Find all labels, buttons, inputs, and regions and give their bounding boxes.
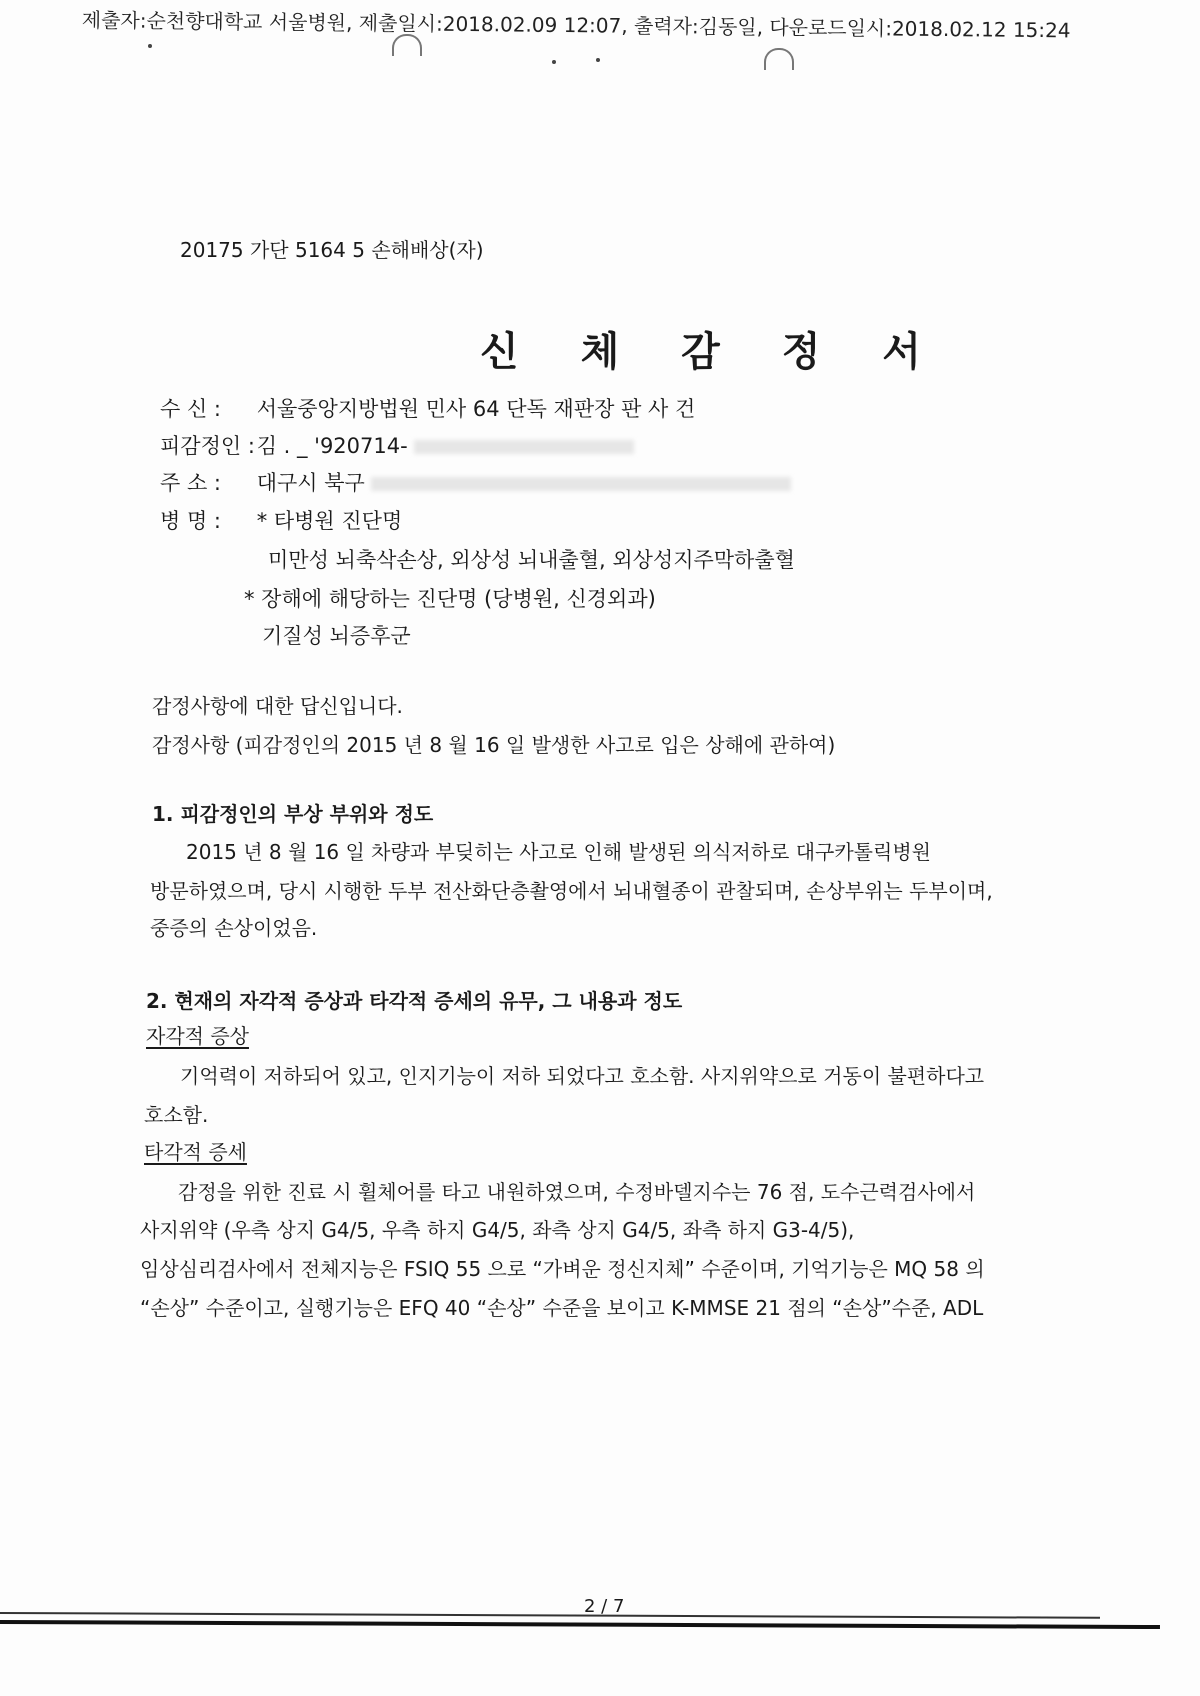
intro-line: 감정사항 (피감정인의 2015 년 8 월 16 일 발생한 사고로 입은 상해에 관하여) xyxy=(152,733,836,757)
paragraph-line: 사지위약 (우측 상지 G4/5, 우측 하지 G4/5, 좌측 상지 G4/5, 좌측 하지 G3-4/5), xyxy=(140,1218,855,1242)
paragraph-line: 임상심리검사에서 전체지능은 FSIQ 55 으로 “가벼운 정신지체” 수준이며, 기억기능은 MQ 58 의 xyxy=(140,1257,985,1281)
paragraph-line: “손상” 수준이고, 실행기능은 EFQ 40 “손상” 수준을 보이고 K-MMSE 21 점의 “손상”수준, ADL xyxy=(140,1296,984,1320)
footer-divider xyxy=(0,1612,1100,1619)
diagnosis-disability-list: 기질성 뇌증후군 xyxy=(262,624,411,648)
scan-artifact xyxy=(392,34,422,56)
paragraph-line: 기억력이 저하되어 있고, 인지기능이 저하 되었다고 호소함. 사지위약으로 거동이 불편하다고 xyxy=(180,1064,985,1088)
subsection-title: 타각적 증세 xyxy=(144,1140,247,1164)
scan-artifact xyxy=(764,48,794,70)
recipient-value: 서울중앙지방법원 민사 64 단독 재판장 판 사 건 xyxy=(256,397,696,421)
footer-divider xyxy=(0,1620,1160,1629)
paragraph-line: 중증의 손상이었음. xyxy=(150,916,318,940)
diagnosis-other-hospital: * 타병원 진단명 xyxy=(256,509,403,533)
diagnosis-label: 병 명 : xyxy=(160,509,221,533)
scan-speck xyxy=(552,60,556,64)
section-heading: 2. 현재의 자각적 증상과 타각적 증세의 유무, 그 내용과 정도 xyxy=(146,989,683,1013)
diagnosis-other-list: 미만성 뇌축삭손상, 외상성 뇌내출혈, 외상성지주막하출혈 xyxy=(268,548,795,572)
recipient-label: 수 신 : xyxy=(160,397,221,421)
subject-value: 김 . _ '920714- xyxy=(256,434,408,458)
submission-stamp: 제출자:순천향대학교 서울병원, 제출일시:2018.02.09 12:07, 출력자:김동일, 다운로드일시:2018.02.12 15:24 xyxy=(81,7,1071,43)
intro-line: 감정사항에 대한 답신입니다. xyxy=(152,694,403,718)
subject-label: 피감정인 : xyxy=(160,434,255,458)
subsection-title: 자각적 증상 xyxy=(146,1024,249,1048)
redaction xyxy=(414,440,634,454)
case-number: 20175 가단 5164 5 손해배상(자) xyxy=(180,238,484,262)
redaction xyxy=(371,477,791,491)
address-value: 대구시 북구 xyxy=(256,471,365,495)
document-title: 신 체 감 정 서 xyxy=(480,328,945,375)
section-heading: 1. 피감정인의 부상 부위와 정도 xyxy=(152,802,434,826)
page-number: 2 / 7 xyxy=(584,1596,625,1617)
paragraph-line: 호소함. xyxy=(144,1103,209,1127)
subject-row xyxy=(160,430,634,460)
diagnosis-disability: * 장해에 해당하는 진단명 (당병원, 신경외과) xyxy=(244,587,656,611)
scan-speck xyxy=(148,44,152,48)
recipient-row xyxy=(160,393,695,423)
address-row xyxy=(160,467,791,497)
paragraph-line: 방문하였으며, 당시 시행한 두부 전산화단층촬영에서 뇌내혈종이 관찰되며, 손상부위는 두부이며, xyxy=(150,879,993,903)
address-label: 주 소 : xyxy=(160,471,221,495)
scan-speck xyxy=(596,58,600,62)
paragraph-line: 2015 년 8 월 16 일 차량과 부딪히는 사고로 인해 발생된 의식저하로 대구카톨릭병원 xyxy=(186,840,931,864)
paragraph-line: 감정을 위한 진료 시 휠체어를 타고 내원하였으며, 수정바델지수는 76 점, 도수근력검사에서 xyxy=(178,1180,976,1204)
diagnosis-row xyxy=(160,505,402,535)
